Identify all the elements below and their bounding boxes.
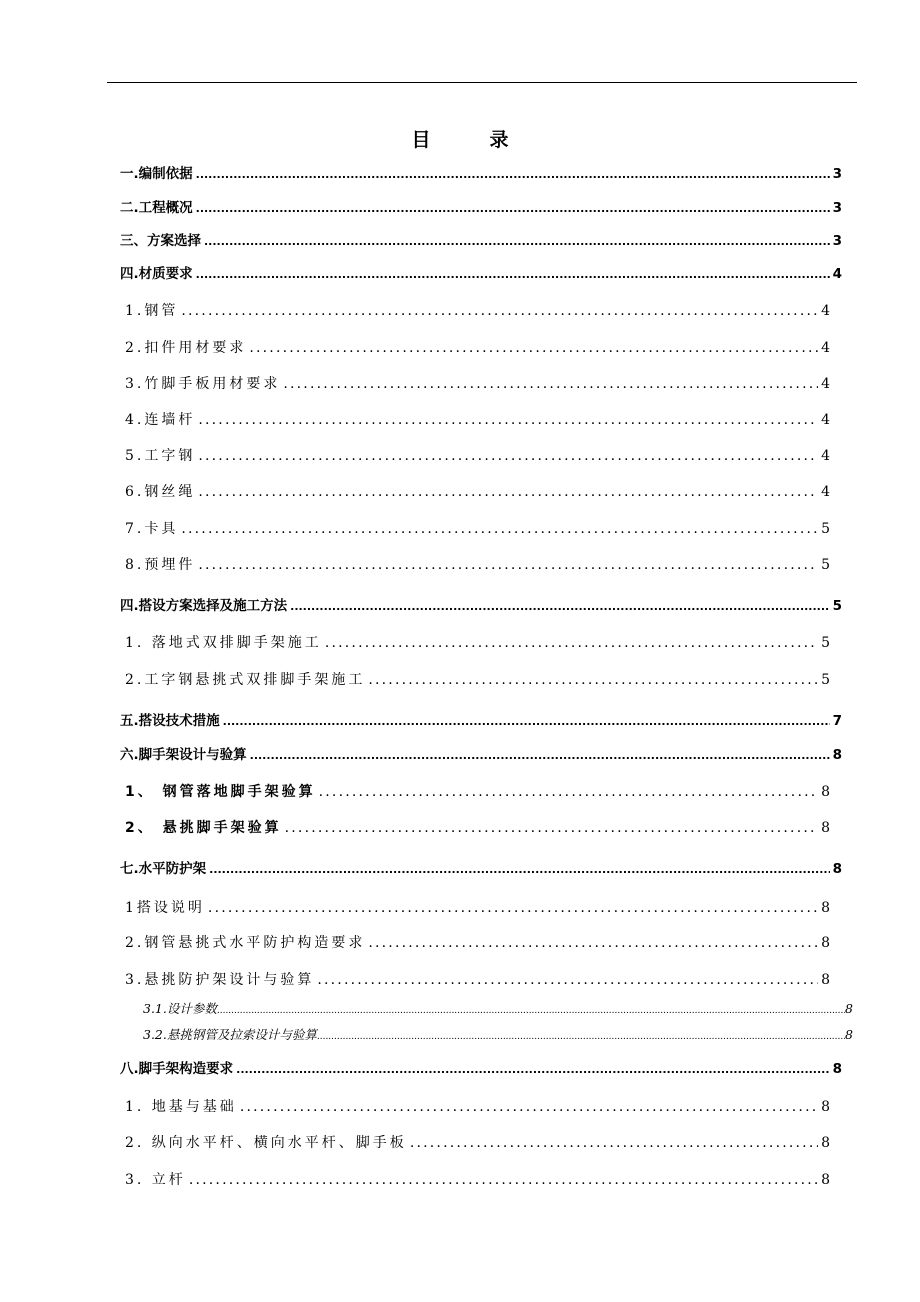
toc-leader-dots xyxy=(204,235,830,248)
toc-entry-page: 8 xyxy=(821,972,830,988)
toc-entry-page: 8 xyxy=(821,820,830,836)
toc-entry[interactable] xyxy=(125,817,830,837)
toc-leader-dots xyxy=(249,340,818,356)
toc-entry-page: 4 xyxy=(821,303,830,319)
toc-leader-dots xyxy=(208,900,818,916)
toc-leader-dots xyxy=(198,484,818,500)
toc-leader-dots xyxy=(410,1135,818,1151)
toc-entry[interactable] xyxy=(125,1096,830,1116)
toc-entry-label: 8.预埋件 xyxy=(125,557,196,573)
toc-entry-page: 5 xyxy=(821,521,830,537)
toc-entry[interactable] xyxy=(120,162,842,182)
toc-entry-label: 3.竹脚手板用材要求 xyxy=(125,376,281,392)
toc-entry-label: 2.扣件用材要求 xyxy=(125,340,247,356)
toc-entry-page: 8 xyxy=(821,1172,830,1188)
toc-entry-page: 3 xyxy=(832,166,842,182)
toc-entry-page: 8 xyxy=(832,1061,842,1077)
toc-entry-label: 5.工字钢 xyxy=(125,448,196,464)
toc-leader-dots xyxy=(198,412,818,428)
toc-leader-dots xyxy=(240,1099,818,1115)
toc-entry[interactable] xyxy=(125,554,830,574)
toc-entry[interactable] xyxy=(125,632,830,652)
toc-entry-label: 四.搭设方案选择及施工方法 xyxy=(120,598,288,614)
toc-leader-dots xyxy=(223,715,830,728)
toc-entry[interactable] xyxy=(125,300,830,320)
toc-entry-label: 2.钢管悬挑式水平防护构造要求 xyxy=(125,935,366,951)
toc-entry-page: 8 xyxy=(845,1001,853,1016)
toc-entry-label: 1.钢管 xyxy=(125,303,179,319)
toc-entry[interactable] xyxy=(143,1025,853,1043)
toc-entry-page: 4 xyxy=(821,376,830,392)
toc-entry-label: 三、方案选择 xyxy=(120,233,201,249)
toc-entry[interactable] xyxy=(125,481,830,501)
toc-entry-page: 3 xyxy=(832,200,842,216)
toc-leader-dots xyxy=(196,202,830,215)
toc-leader-dots xyxy=(196,268,830,281)
toc-leader-dots xyxy=(236,1063,829,1076)
toc-entry-label: 3.2.悬挑钢管及拉索设计与验算 xyxy=(143,1027,317,1042)
toc-leader-dots xyxy=(285,820,818,836)
toc-entry-page: 8 xyxy=(821,1099,830,1115)
toc-entry-page: 5 xyxy=(821,672,830,688)
toc-entry-label: 2、 悬挑脚手架验算 xyxy=(125,820,282,836)
toc-entry[interactable] xyxy=(120,709,842,729)
toc-leader-dots xyxy=(317,972,818,988)
toc-entry-page: 8 xyxy=(832,747,842,763)
toc-entry[interactable] xyxy=(120,743,842,763)
toc-entry-page: 8 xyxy=(821,784,830,800)
toc-leader-dots xyxy=(217,1006,845,1016)
toc-entry-label: 1搭设说明 xyxy=(125,900,205,916)
toc-leader-dots xyxy=(319,784,818,800)
toc-leader-dots xyxy=(198,557,818,573)
toc-entry-page: 4 xyxy=(832,266,842,282)
toc-entry-label: 4.连墙杆 xyxy=(125,412,196,428)
toc-entry-label: 2. 纵向水平杆、横向水平杆、脚手板 xyxy=(125,1135,407,1151)
toc-leader-dots xyxy=(368,672,818,688)
toc-entry[interactable] xyxy=(125,445,830,465)
toc-leader-dots xyxy=(317,1032,845,1042)
toc-entry-page: 4 xyxy=(821,484,830,500)
toc-entry-page: 8 xyxy=(832,861,842,877)
toc-leader-dots xyxy=(368,935,818,951)
toc-entry-label: 2.工字钢悬挑式双排脚手架施工 xyxy=(125,672,366,688)
toc-entry-label: 7.卡具 xyxy=(125,521,179,537)
toc-entry[interactable] xyxy=(120,196,842,216)
toc-entry[interactable] xyxy=(125,518,830,538)
toc-entry-label: 五.搭设技术措施 xyxy=(120,713,220,729)
toc-entry-page: 5 xyxy=(821,635,830,651)
toc-entry[interactable] xyxy=(143,999,853,1017)
toc-leader-dots xyxy=(189,1172,818,1188)
toc-entry[interactable] xyxy=(120,229,842,249)
toc-entry-page: 4 xyxy=(821,340,830,356)
toc-entry-page: 4 xyxy=(821,412,830,428)
toc-entry[interactable] xyxy=(120,262,842,282)
toc-leader-dots xyxy=(196,168,830,181)
toc-entry-page: 8 xyxy=(821,935,830,951)
toc-entry[interactable] xyxy=(125,969,830,989)
page-title: 目 录 xyxy=(411,129,529,151)
toc-entry-page: 3 xyxy=(832,233,842,249)
toc-entry-page: 4 xyxy=(821,448,830,464)
toc-entry-page: 8 xyxy=(845,1027,853,1042)
toc-entry[interactable] xyxy=(125,1169,830,1189)
toc-entry-label: 3.1.设计参数 xyxy=(143,1001,217,1016)
toc-leader-dots xyxy=(283,376,818,392)
toc-entry[interactable] xyxy=(120,857,842,877)
toc-entry-label: 六.脚手架设计与验算 xyxy=(120,747,247,763)
toc-entry-label: 八.脚手架构造要求 xyxy=(120,1061,234,1077)
toc-entry[interactable] xyxy=(125,897,830,917)
toc-leader-dots xyxy=(181,521,818,537)
toc-leader-dots xyxy=(325,635,818,651)
toc-entry-label: 一.编制依据 xyxy=(120,166,193,182)
toc-entry[interactable] xyxy=(120,594,842,614)
toc-entry[interactable] xyxy=(120,1057,842,1077)
toc-entry-label: 1. 落地式双排脚手架施工 xyxy=(125,635,322,651)
toc-entry[interactable] xyxy=(125,409,830,429)
toc-entry-label: 1. 地基与基础 xyxy=(125,1099,237,1115)
toc-entry-page: 7 xyxy=(832,713,842,729)
toc-entry[interactable] xyxy=(125,781,830,801)
toc-entry[interactable] xyxy=(125,373,830,393)
toc-leader-dots xyxy=(250,749,830,762)
toc-entry[interactable] xyxy=(125,337,830,357)
toc-entry-page: 5 xyxy=(832,598,842,614)
toc-entry[interactable] xyxy=(125,932,830,952)
toc-entry-label: 3. 立杆 xyxy=(125,1172,186,1188)
toc-leader-dots xyxy=(209,863,829,876)
toc-entry-page: 8 xyxy=(821,900,830,916)
toc-leader-dots xyxy=(290,600,829,613)
toc-entry-page: 5 xyxy=(821,557,830,573)
toc-entry-label: 6.钢丝绳 xyxy=(125,484,196,500)
toc-entry-label: 1、 钢管落地脚手架验算 xyxy=(125,784,316,800)
toc-leader-dots xyxy=(181,303,818,319)
toc-entry-label: 七.水平防护架 xyxy=(120,861,207,877)
toc-entry-label: 3.悬挑防护架设计与验算 xyxy=(125,972,315,988)
toc-leader-dots xyxy=(198,448,818,464)
toc-entry[interactable] xyxy=(125,1132,830,1152)
toc-entry-page: 8 xyxy=(821,1135,830,1151)
toc-entry[interactable] xyxy=(125,669,830,689)
header-rule xyxy=(107,82,857,83)
toc-entry-label: 二.工程概况 xyxy=(120,200,193,216)
toc-entry-label: 四.材质要求 xyxy=(120,266,193,282)
